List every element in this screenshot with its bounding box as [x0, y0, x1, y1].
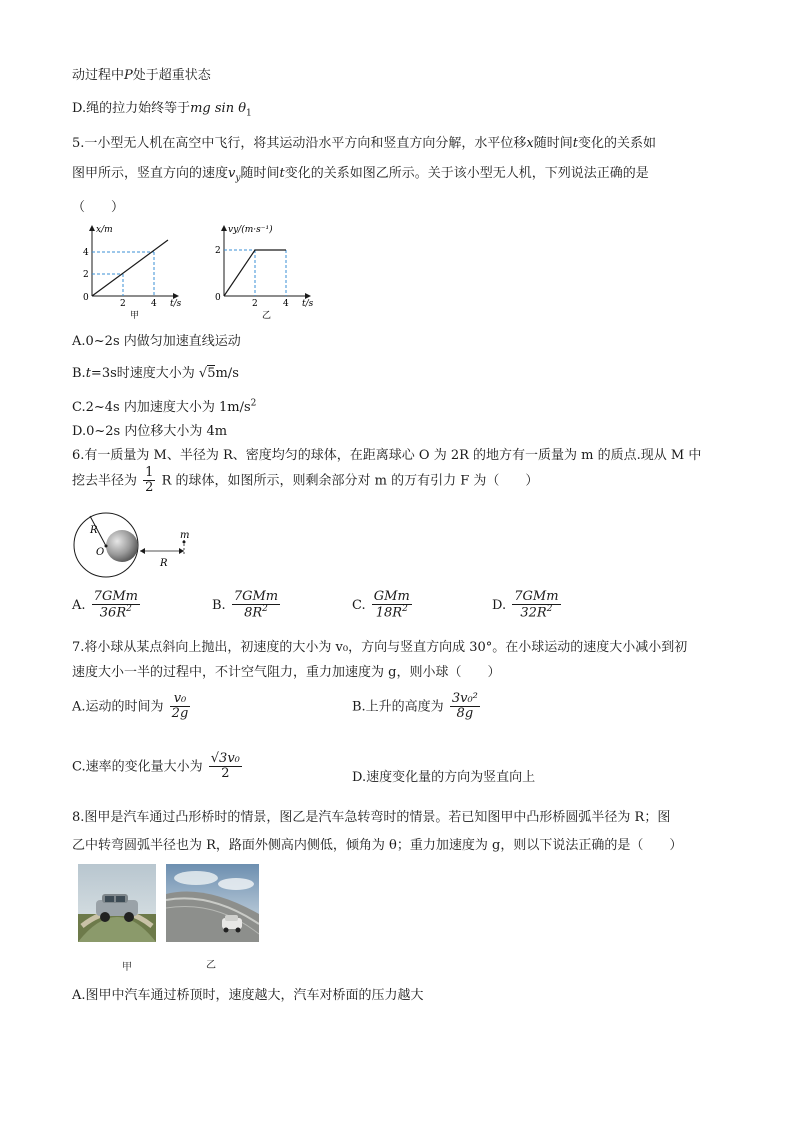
fraction [209, 752, 242, 782]
q6-option-b [212, 590, 282, 621]
var: t [279, 166, 285, 181]
removed-sphere [106, 530, 138, 562]
radicand: 5 [207, 366, 216, 381]
arrow-left [140, 548, 145, 554]
x-tick-2: 2 [252, 299, 258, 309]
q5-answer-blank: （ ） [72, 200, 125, 215]
q8-stem-line2: 乙中转弯圆弧半径也为 R，路面外侧高内侧低，倾角为 θ；重力加速度为 g，则以下说法正确的是（ ） [72, 838, 683, 853]
photo-yi-image [166, 864, 259, 942]
q6-option-c [352, 590, 414, 621]
numerator: √3v₀ [210, 751, 240, 766]
x-axis-label: t/s [170, 299, 182, 309]
origin-label: 0 [83, 293, 89, 303]
caption-yi: 乙 [262, 311, 272, 320]
fraction [232, 590, 280, 621]
q5-stem-line1 [72, 132, 656, 151]
x-axis-label: t/s [302, 299, 314, 309]
q5-option-c [72, 396, 256, 415]
photo-car-on-banked-curve [166, 864, 259, 942]
text: 变化的关系如 [578, 136, 657, 151]
numerator: 1 [145, 465, 154, 480]
text: 动过程中 [72, 68, 125, 83]
q6-option-d [492, 590, 563, 621]
numerator: v₀ [170, 692, 191, 707]
superscript: 2 [126, 604, 132, 615]
caption-jia: 甲 [130, 311, 140, 320]
fraction [372, 590, 412, 621]
text: A.运动的时间为 [72, 699, 164, 715]
den-text: 8R [244, 605, 263, 621]
y-tick-2: 2 [215, 246, 221, 256]
photo-car-on-arch-bridge [78, 864, 156, 942]
text: =3s时速度大小为 [90, 366, 195, 381]
numerator: 7GMm [233, 589, 279, 604]
center-point [105, 545, 108, 548]
den-text: 18R [375, 605, 403, 621]
label: B. [212, 597, 226, 613]
superscript: 2 [402, 604, 408, 615]
sqrt-symbol: √ [198, 366, 208, 381]
x-tick-2: 2 [120, 299, 126, 309]
text: C.2~4s 内加速度大小为 1m/s [72, 400, 251, 415]
numerator: 7GMm [514, 589, 559, 604]
text: 随时间 [533, 136, 573, 151]
text: B. [72, 366, 86, 381]
formula: mg sin θ [190, 101, 247, 116]
denominator [92, 605, 140, 621]
q7-option-d: D.速度变化量的方向为竖直向上 [352, 770, 536, 785]
label: A. [72, 597, 86, 613]
label: C. [352, 597, 366, 613]
y-axis-label: vy/(m·s⁻¹) [228, 225, 273, 235]
q5-option-d: D.0~2s 内位移大小为 4m [72, 424, 228, 439]
denominator: 8g [456, 706, 474, 722]
text: D.绳的拉力始终等于 [72, 101, 191, 116]
label: D. [492, 597, 507, 613]
y-tick-4: 4 [83, 248, 89, 258]
q8-stem-line1: 8.图甲是汽车通过凸形桥时的情景，图乙是汽车急转弯时的情景。若已知图甲中凸形桥圆弧半径为 R；图 [72, 810, 671, 825]
x-tick-4: 4 [283, 299, 289, 309]
graph-jia [80, 220, 190, 320]
text: 处于超重状态 [132, 68, 211, 83]
caption-jia: 甲 [122, 962, 132, 973]
fraction-half [143, 466, 155, 496]
superscript: 2 [250, 398, 257, 409]
origin-label: 0 [215, 293, 221, 303]
fraction [450, 692, 480, 722]
x-tick-4: 4 [151, 299, 157, 309]
text: R 的球体，如图所示，则剩余部分对 m 的万有引力 F 为（ ） [161, 473, 539, 489]
q4-option-d [72, 97, 252, 119]
var: x [526, 136, 534, 151]
denominator: 2 [221, 766, 230, 782]
unit: m/s [215, 366, 239, 381]
photo-jia-image [78, 864, 156, 942]
text: B.上升的高度为 [352, 699, 444, 715]
fraction [170, 692, 191, 722]
q7-stem-line1: 7.将小球从某点斜向上抛出，初速度的大小为 v₀，方向与竖直方向成 30°。在小球运动的速度大小减小到初 [72, 640, 688, 655]
den-text: 32R [520, 605, 547, 621]
label-R-radius: R [90, 525, 98, 536]
numerator: 3v₀² [451, 691, 478, 706]
var: t [85, 366, 91, 381]
var: v [228, 166, 236, 181]
q7-stem-line2: 速度大小一半的过程中，不计空气阻力，重力加速度为 g，则小球（ ） [72, 665, 501, 680]
var-p: P [124, 68, 133, 83]
text: C.速率的变化量大小为 [72, 759, 203, 775]
q6-stem-line2 [72, 466, 538, 496]
numerator: GMm [373, 589, 410, 604]
y-tick-2: 2 [83, 270, 89, 280]
q5-option-a: A.0~2s 内做匀加速直线运动 [72, 334, 241, 349]
q5-option-b [72, 362, 239, 381]
label-O: O [96, 547, 105, 558]
denominator: 2 [145, 480, 154, 496]
q6-option-a [72, 590, 142, 621]
text: 随时间 [240, 166, 280, 181]
text: 挖去半径为 [72, 473, 138, 489]
arrow-right [179, 548, 184, 554]
denominator [512, 605, 560, 621]
fraction [512, 590, 560, 621]
denominator [372, 605, 412, 621]
text: 5.一小型无人机在高空中飞行，将其运动沿水平方向和竖直方向分解，水平位移 [72, 136, 527, 151]
q7-option-b [352, 692, 482, 722]
text: 变化的关系如图乙所示。关于该小型无人机，下列说法正确的是 [284, 166, 649, 181]
caption-yi: 乙 [206, 960, 216, 971]
denominator: 2g [171, 706, 189, 722]
numerator: 7GMm [93, 589, 138, 604]
text: 图甲所示，竖直方向的速度 [72, 166, 229, 181]
label-R-distance: R [160, 558, 168, 569]
superscript: 2 [546, 604, 553, 615]
subscript: 1 [246, 108, 252, 119]
q7-option-c [72, 752, 244, 782]
data-line [92, 240, 168, 296]
fraction [92, 590, 140, 621]
label-m: m [180, 530, 190, 541]
q8-option-a: A.图甲中汽车通过桥顶时，速度越大，汽车对桥面的压力越大 [72, 988, 424, 1003]
q7-option-a [72, 692, 192, 722]
y-axis-label: x/m [96, 225, 113, 235]
q4-continuation-line [72, 64, 211, 83]
denominator [232, 605, 280, 621]
q5-stem-line2 [72, 162, 649, 184]
q6-stem-line1: 6.有一质量为 M、半径为 R、密度均匀的球体，在距离球心 O 为 2R 的地方有一质量为 m 的质点.现从 M 中 [72, 448, 702, 463]
graph-yi [210, 220, 325, 320]
q6-sphere-figure [70, 508, 200, 583]
superscript: 2 [262, 604, 268, 615]
den-text: 36R [99, 605, 127, 621]
var: t [572, 136, 578, 151]
subscript: y [235, 173, 241, 184]
